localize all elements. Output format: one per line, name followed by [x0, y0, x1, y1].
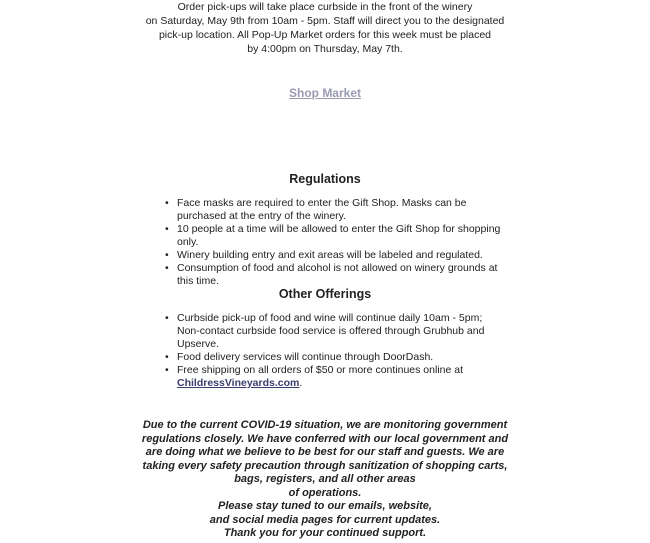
other-offerings-heading: Other Offerings: [278, 287, 372, 301]
notice-line: taking every safety precaution through sanitization of shopping carts,: [142, 459, 508, 472]
list-item-suffix: .: [299, 377, 303, 389]
list-item: [164, 312, 514, 351]
pickup-info-paragraph: [0, 0, 650, 56]
notice-line: and social media pages for current updates.: [209, 513, 441, 526]
notice-line: regulations closely. We have conferred with our local government and: [141, 432, 509, 445]
notice-line: Please stay tuned to our emails, website,: [218, 500, 432, 512]
list-item: • Face masks are required to enter the Gift Shop. Masks can be purchased at the entry of the winery.: [164, 197, 504, 223]
list-item-text: Free shipping on all orders of $50 or more continues online at: [177, 364, 464, 376]
regulations-list: [164, 197, 504, 288]
list-item: • 10 people at a time will be allowed to enter the Gift Shop for shopping only.: [164, 223, 504, 249]
list-item: [164, 364, 514, 390]
list-item: • Consumption of food and alcohol is not allowed on winery grounds at this time.: [164, 262, 504, 288]
pickup-info-line: on Saturday, May 9th from 10am - 5pm. Staff will direct you to the designated: [145, 15, 505, 27]
pickup-info-line: pick-up location. All Pop-Up Market orders for this week must be placed: [158, 29, 492, 41]
list-item: • Food delivery services will continue through DoorDash.: [164, 351, 514, 364]
pickup-info-line: by 4:00pm on Thursday, May 7th.: [247, 43, 403, 55]
list-item-line: Curbside pick-up of food and wine will continue daily 10am - 5pm;: [177, 312, 483, 324]
shop-market-container: [0, 86, 650, 100]
other-offerings-list: [164, 312, 514, 390]
notice-line: of operations.: [288, 486, 362, 499]
notice-line: bags, registers, and all other areas: [234, 473, 416, 485]
notice-line: Thank you for your continued support.: [223, 527, 427, 539]
pickup-info-line: Order pick-ups will take place curbside in the front of the winery: [177, 1, 473, 13]
list-item-line: Non-contact curbside food service is offered through Grubhub and Upserve.: [177, 325, 485, 350]
covid-notice: [0, 419, 650, 541]
website-link[interactable]: ChildressVineyards.com: [177, 377, 300, 389]
notice-line: are doing what we believe to be best for our staff and guests. We are: [145, 446, 505, 458]
list-item: • Winery building entry and exit areas will be labeled and regulated.: [164, 249, 504, 262]
regulations-heading: Regulations: [289, 172, 361, 186]
shop-market-link[interactable]: Shop Market: [288, 86, 361, 100]
notice-line: Due to the current COVID-19 situation, we are monitoring government: [142, 419, 508, 431]
